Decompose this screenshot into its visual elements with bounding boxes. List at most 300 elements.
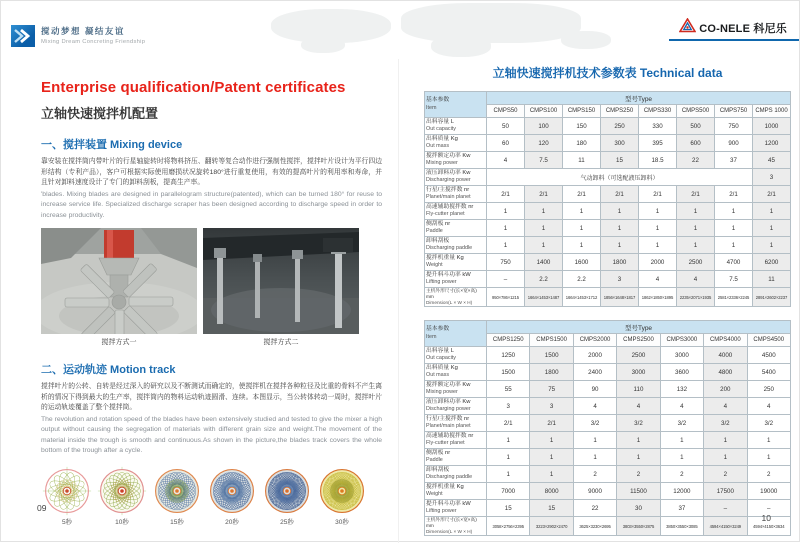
value-cell: 2.2 bbox=[525, 271, 563, 288]
value-cell: 1 bbox=[487, 432, 530, 449]
row-label-english: Discharging power bbox=[426, 177, 471, 184]
value-cell: – bbox=[487, 271, 525, 288]
value-cell: 22 bbox=[677, 152, 715, 169]
value-cell: 1 bbox=[563, 220, 601, 237]
value-cell: 7.5 bbox=[715, 271, 753, 288]
page-header bbox=[1, 1, 799, 59]
value-cell: 750 bbox=[715, 118, 753, 135]
row-label-cell bbox=[425, 449, 487, 466]
spec-row bbox=[425, 432, 791, 449]
row-label-chinese: 搅拌额定功率 Kw bbox=[426, 381, 471, 388]
model-header-cell: CMPS3000 bbox=[660, 334, 703, 347]
value-cell: 1 bbox=[677, 237, 715, 254]
row-label-cell bbox=[425, 347, 487, 364]
value-cell: 9000 bbox=[573, 483, 616, 500]
spec-row bbox=[425, 152, 791, 169]
row-label-cell bbox=[425, 364, 487, 381]
header-row-type bbox=[425, 92, 791, 105]
brand-accent-rule bbox=[669, 39, 799, 41]
spec-row bbox=[425, 398, 791, 415]
value-cell: 15 bbox=[601, 152, 639, 169]
value-cell: 2 bbox=[747, 466, 790, 483]
section2-body-chinese: 搅拌叶片的公转、自转是经过深入的研究以及不断测试而确定的，使搅拌机在搅拌各种粒径及比重的骨料不产生离析的情况下得到最大的生产率，搅拌筒内的物料运动轨迹圆滑、连续。本图显示，当公转体转动一周时，搅拌叶片的运动轨迹覆盖了整个搅拌筒。 bbox=[41, 383, 382, 412]
value-cell: 3625×3230×2695 bbox=[573, 517, 616, 536]
row-label-cell bbox=[425, 517, 487, 536]
mixing-method-photos bbox=[41, 228, 382, 347]
value-cell: 2400 bbox=[573, 364, 616, 381]
value-cell: 1 bbox=[639, 220, 677, 237]
value-cell: 8000 bbox=[530, 483, 573, 500]
value-cell: 1664×1453×1712 bbox=[563, 288, 601, 307]
value-cell: 55 bbox=[487, 381, 530, 398]
value-cell: 395 bbox=[639, 135, 677, 152]
value-cell: 1 bbox=[573, 449, 616, 466]
value-cell: 2 bbox=[617, 466, 660, 483]
item-header-english: Item bbox=[426, 104, 437, 111]
row-label-cell bbox=[425, 220, 487, 237]
model-header-cell: CMPS4000 bbox=[704, 334, 747, 347]
row-label-chinese: 出料质量 Kg bbox=[426, 364, 458, 371]
value-cell: 18.5 bbox=[639, 152, 677, 169]
spec-row bbox=[425, 288, 791, 307]
value-cell: 110 bbox=[617, 381, 660, 398]
model-header-cell: CMPS500 bbox=[677, 105, 715, 118]
value-cell: 2000 bbox=[639, 254, 677, 271]
item-header-chinese: 基本参数 bbox=[426, 326, 450, 333]
slogan-chinese: 搅动梦想 凝结友谊 bbox=[41, 26, 125, 36]
company-slogan-block bbox=[11, 25, 145, 47]
spec-row bbox=[425, 254, 791, 271]
row-label-english: Fly-cutter planet bbox=[426, 440, 465, 447]
value-cell: 1 bbox=[704, 449, 747, 466]
motion-track-diagrams bbox=[41, 466, 382, 526]
row-label-english: Weight bbox=[426, 491, 443, 498]
value-cell: 1 bbox=[704, 432, 747, 449]
section2-heading: 二、运动轨迹 Motion track bbox=[41, 364, 176, 377]
value-cell: 500 bbox=[677, 118, 715, 135]
value-cell: 900 bbox=[715, 135, 753, 152]
value-cell: 3058×2756×2395 bbox=[487, 517, 530, 536]
spec-row bbox=[425, 415, 791, 432]
value-cell: 1 bbox=[525, 203, 563, 220]
brand-logo bbox=[679, 18, 787, 38]
row-label-chinese: 主机外形尺寸(长×宽×高) mm bbox=[426, 517, 477, 529]
value-cell: 4500 bbox=[747, 347, 790, 364]
value-cell: 2.2 bbox=[563, 271, 601, 288]
section1-body-chinese: 靠安装在搅拌筒内带叶片的行星轴旋转时将物料挤压、翻转等复合动作进行强制性搅拌，搅拌叶片设计为平行四边形结构（专利产品），客户可根据实际使用磨损状况旋转180°进行重复使用，有效的提高叶片的利用率和寿命，并且针对卸料速度设计了专门的卸料刮板，提高生产率。 bbox=[41, 158, 382, 187]
value-cell: 1800 bbox=[530, 364, 573, 381]
row-label-cell bbox=[425, 152, 487, 169]
value-cell: 2 bbox=[660, 466, 703, 483]
row-label-english: Out capacity bbox=[426, 355, 456, 362]
row-label-cell bbox=[425, 186, 487, 203]
row-label-cell bbox=[425, 237, 487, 254]
value-cell: 200 bbox=[704, 381, 747, 398]
value-cell: 1 bbox=[601, 220, 639, 237]
page-number-left: 09 bbox=[37, 503, 47, 513]
technical-table-1-container bbox=[424, 91, 791, 307]
spec-row bbox=[425, 220, 791, 237]
value-cell: 75 bbox=[530, 381, 573, 398]
section1-heading: 一、搅拌装置 Mixing device bbox=[41, 139, 183, 151]
value-cell: 4 bbox=[573, 398, 616, 415]
row-label-english: Mixing power bbox=[426, 389, 458, 396]
value-cell: 6200 bbox=[753, 254, 791, 271]
item-header-english: Item bbox=[426, 333, 437, 340]
value-cell: 1862×1850×1895 bbox=[639, 288, 677, 307]
row-label-english: Fly-cutter planet bbox=[426, 211, 465, 218]
left-page bbox=[1, 59, 399, 543]
value-cell: 1 bbox=[573, 432, 616, 449]
model-header-cell: CMPS2000 bbox=[573, 334, 616, 347]
model-header-cell: CMPS150 bbox=[563, 105, 601, 118]
motion-track-item bbox=[151, 466, 203, 526]
value-cell: 250 bbox=[747, 381, 790, 398]
value-cell: 1 bbox=[677, 220, 715, 237]
value-cell: 120 bbox=[525, 135, 563, 152]
conele-triangle-icon bbox=[679, 18, 696, 38]
row-label-english: Out mass bbox=[426, 143, 450, 150]
value-cell: 1 bbox=[715, 237, 753, 254]
value-cell: 4 bbox=[660, 398, 703, 415]
row-label-english: Out capacity bbox=[426, 126, 456, 133]
value-cell: 19000 bbox=[747, 483, 790, 500]
row-label-chinese: 液压卸料功率 Kw bbox=[426, 398, 471, 405]
value-cell: 3803×3550×2875 bbox=[617, 517, 660, 536]
row-label-english: Discharging paddle bbox=[426, 474, 473, 481]
motion-track-label: 10秒 bbox=[115, 518, 129, 526]
value-cell: 1 bbox=[617, 432, 660, 449]
value-cell: 1856×1648×1817 bbox=[601, 288, 639, 307]
value-cell: 132 bbox=[660, 381, 703, 398]
section2-body-english: The revolution and rotation speed of the blades have been extensively studied and tested to give the mixer a high output without causing the segregation of materials with different grain size and weight.The movement of the material inside the trough is smooth and continuous.As shown in the picture,the blades track covers the whole bottom of the trough after a cycle. bbox=[41, 415, 382, 455]
spec-row bbox=[425, 381, 791, 398]
motion-track-diagram bbox=[262, 466, 312, 516]
row-label-chinese: 高速辅助搅拌数 nr bbox=[426, 432, 474, 439]
value-cell: 3 bbox=[753, 169, 791, 186]
value-cell: 4594×4150×3634 bbox=[747, 517, 790, 536]
value-cell: 11500 bbox=[617, 483, 660, 500]
motion-track-label: 30秒 bbox=[335, 518, 349, 526]
value-cell: 15 bbox=[487, 500, 530, 517]
row-label-chinese: 搅拌机重量 Kg bbox=[426, 254, 464, 261]
row-label-chinese: 侧刮板 nr bbox=[426, 449, 451, 456]
value-cell: 1250 bbox=[487, 347, 530, 364]
row-label-cell bbox=[425, 381, 487, 398]
value-cell: 1 bbox=[753, 203, 791, 220]
value-cell: 3000 bbox=[660, 347, 703, 364]
value-cell: 12000 bbox=[660, 483, 703, 500]
value-cell: 3/2 bbox=[747, 415, 790, 432]
photo-mixing-method-2 bbox=[203, 228, 359, 334]
row-label-chinese: 行星/主搅拌数 nr bbox=[426, 186, 470, 193]
model-header-cell: CMPS50 bbox=[487, 105, 525, 118]
row-label-english: Paddle bbox=[426, 228, 443, 235]
value-cell: 37 bbox=[660, 500, 703, 517]
value-cell: 1200 bbox=[753, 135, 791, 152]
row-label-cell bbox=[425, 432, 487, 449]
model-header-cell: CMPS1500 bbox=[530, 334, 573, 347]
row-label-cell bbox=[425, 483, 487, 500]
value-cell: 100 bbox=[525, 118, 563, 135]
value-cell: 2235×2071×1935 bbox=[677, 288, 715, 307]
section1-body-english: 'blades. Mixing blades are designed in parallelogram structure(patented), which can be turned 180° for reuse to increase service life. Specialized discharge scraper has been designed according to discharge speed in order to increase productivity. bbox=[41, 190, 382, 219]
model-header-cell: CMPS250 bbox=[601, 105, 639, 118]
motion-track-item bbox=[261, 466, 313, 526]
row-label-cell bbox=[425, 203, 487, 220]
motion-track-diagram bbox=[97, 466, 147, 516]
value-cell: 4 bbox=[704, 398, 747, 415]
model-header-cell: CMPS2500 bbox=[617, 334, 660, 347]
right-page bbox=[399, 59, 799, 543]
value-cell: 15 bbox=[530, 500, 573, 517]
technical-table-2-container bbox=[424, 320, 791, 536]
value-cell: 1 bbox=[601, 237, 639, 254]
photo-mixing-method-1 bbox=[41, 228, 197, 334]
model-header-cell: CMPS1250 bbox=[487, 334, 530, 347]
motion-track-label: 5秒 bbox=[61, 518, 73, 526]
photo-figure-2 bbox=[203, 228, 359, 347]
value-cell: 1 bbox=[563, 203, 601, 220]
value-cell: 3600 bbox=[660, 364, 703, 381]
item-header-chinese: 基本参数 bbox=[426, 97, 450, 104]
value-cell: 1500 bbox=[487, 364, 530, 381]
value-cell: 3 bbox=[601, 271, 639, 288]
row-label-chinese: 高速辅助搅拌数 nr bbox=[426, 203, 474, 210]
value-cell: – bbox=[704, 500, 747, 517]
value-cell: 1 bbox=[487, 203, 525, 220]
value-cell: 1500 bbox=[530, 347, 573, 364]
value-cell: 2 bbox=[573, 466, 616, 483]
arrow-logo-icon bbox=[11, 25, 35, 47]
motion-track-label: 25秒 bbox=[280, 518, 294, 526]
motion-track-item bbox=[206, 466, 258, 526]
value-cell: 4 bbox=[747, 398, 790, 415]
row-label-english: Out mass bbox=[426, 372, 450, 379]
spec-row bbox=[425, 449, 791, 466]
value-cell: 1 bbox=[487, 220, 525, 237]
row-label-english: Mixing power bbox=[426, 160, 458, 167]
motion-track-diagram bbox=[207, 466, 257, 516]
row-label-chinese: 液压卸料功率 Kw bbox=[426, 169, 471, 176]
value-cell: 37 bbox=[715, 152, 753, 169]
row-label-chinese: 提升料斗功率 kW bbox=[426, 500, 471, 507]
row-label-chinese: 提升料斗功率 kW bbox=[426, 271, 471, 278]
value-cell: 2/1 bbox=[487, 186, 525, 203]
row-label-chinese: 侧刮板 nr bbox=[426, 220, 451, 227]
value-cell: 2/1 bbox=[715, 186, 753, 203]
value-cell: 4 bbox=[677, 271, 715, 288]
value-cell: 300 bbox=[601, 135, 639, 152]
motion-track-item bbox=[41, 466, 93, 526]
spec-row bbox=[425, 347, 791, 364]
value-cell: 2500 bbox=[677, 254, 715, 271]
value-cell: 17500 bbox=[704, 483, 747, 500]
page-title-english: Enterprise qualification/Patent certificates bbox=[41, 79, 346, 96]
row-label-chinese: 出料质量 Kg bbox=[426, 135, 458, 142]
spec-row bbox=[425, 186, 791, 203]
spec-row bbox=[425, 483, 791, 500]
spec-row bbox=[425, 500, 791, 517]
value-cell: 2/1 bbox=[563, 186, 601, 203]
value-cell: 30 bbox=[617, 500, 660, 517]
value-cell: 50 bbox=[487, 118, 525, 135]
row-label-english: Lifting power bbox=[426, 279, 457, 286]
row-label-english: Dimension(L × W × H) bbox=[426, 529, 473, 535]
value-cell: 4594×4150×3249 bbox=[704, 517, 747, 536]
spec-row bbox=[425, 237, 791, 254]
value-cell: 1 bbox=[715, 220, 753, 237]
row-label-cell bbox=[425, 415, 487, 432]
value-cell: 3850×3550×3085 bbox=[660, 517, 703, 536]
row-label-english: Lifting power bbox=[426, 508, 457, 515]
value-cell: 1 bbox=[753, 237, 791, 254]
value-cell: 1664×1453×1487 bbox=[525, 288, 563, 307]
value-cell: 2581×2336×2245 bbox=[715, 288, 753, 307]
value-cell: 5400 bbox=[747, 364, 790, 381]
value-cell: 750 bbox=[487, 254, 525, 271]
technical-spec-table-1 bbox=[424, 91, 791, 307]
photo-figure-1 bbox=[41, 228, 197, 347]
model-header-cell: CMPS330 bbox=[639, 105, 677, 118]
value-cell: 11 bbox=[753, 271, 791, 288]
motion-track-diagram bbox=[317, 466, 367, 516]
value-cell: 2/1 bbox=[525, 186, 563, 203]
value-cell: 1 bbox=[660, 432, 703, 449]
value-cell: 4 bbox=[617, 398, 660, 415]
value-cell: 330 bbox=[639, 118, 677, 135]
technical-data-title: 立轴快速搅拌机技术参数表 Technical data bbox=[492, 66, 723, 80]
value-cell: 4 bbox=[487, 152, 525, 169]
value-cell: – bbox=[747, 500, 790, 517]
row-label-english: Planet/main planet bbox=[426, 194, 471, 201]
motion-track-diagram bbox=[152, 466, 202, 516]
row-label-cell bbox=[425, 398, 487, 415]
row-label-chinese: 搅拌额定功率 Kw bbox=[426, 152, 471, 159]
model-header-cell: CMPS4500 bbox=[747, 334, 790, 347]
row-label-chinese: 搅拌机重量 Kg bbox=[426, 483, 464, 490]
slogan-english: Mixing Dream Concreting Friendship bbox=[41, 39, 146, 45]
row-label-cell bbox=[425, 169, 487, 186]
row-label-cell bbox=[425, 118, 487, 135]
row-label-cell bbox=[425, 254, 487, 271]
value-cell: 22 bbox=[573, 500, 616, 517]
model-header-cell: CMPS 1000 bbox=[753, 105, 791, 118]
value-cell: 90 bbox=[573, 381, 616, 398]
value-cell: 1 bbox=[530, 466, 573, 483]
value-cell: 1 bbox=[753, 220, 791, 237]
motion-track-diagram bbox=[42, 466, 92, 516]
value-cell: 1 bbox=[530, 449, 573, 466]
value-cell: 1 bbox=[660, 449, 703, 466]
value-cell: 1000 bbox=[753, 118, 791, 135]
value-cell: 2/1 bbox=[601, 186, 639, 203]
value-cell: 1 bbox=[639, 203, 677, 220]
row-label-english: Discharging paddle bbox=[426, 245, 473, 252]
row-label-cell bbox=[425, 271, 487, 288]
value-cell: 3 bbox=[530, 398, 573, 415]
value-cell: 1 bbox=[617, 449, 660, 466]
value-cell: 4000 bbox=[704, 347, 747, 364]
row-label-english: Weight bbox=[426, 262, 443, 269]
value-cell: 150 bbox=[563, 118, 601, 135]
spec-row bbox=[425, 364, 791, 381]
spec-row bbox=[425, 135, 791, 152]
motion-track-label: 15秒 bbox=[170, 518, 184, 526]
item-header-cell bbox=[425, 321, 487, 347]
value-cell: 950×786×1215 bbox=[487, 288, 525, 307]
motion-track-label: 20秒 bbox=[225, 518, 239, 526]
value-cell: 11 bbox=[563, 152, 601, 169]
value-cell: 4 bbox=[639, 271, 677, 288]
value-cell: 3/2 bbox=[704, 415, 747, 432]
value-cell: 1 bbox=[677, 203, 715, 220]
technical-spec-table-2 bbox=[424, 320, 791, 536]
value-cell: 2000 bbox=[573, 347, 616, 364]
model-header-cell: CMPS750 bbox=[715, 105, 753, 118]
value-cell: 3/2 bbox=[660, 415, 703, 432]
value-cell: 2/1 bbox=[753, 186, 791, 203]
spec-row bbox=[425, 203, 791, 220]
row-label-chinese: 出料容量 L bbox=[426, 118, 455, 125]
value-cell: 3223×2902×2470 bbox=[530, 517, 573, 536]
value-cell: 4700 bbox=[715, 254, 753, 271]
value-cell: 2/1 bbox=[639, 186, 677, 203]
spec-row bbox=[425, 118, 791, 135]
row-label-english: Paddle bbox=[426, 457, 443, 464]
row-label-english: Planet/main planet bbox=[426, 423, 471, 430]
value-cell: 7.5 bbox=[525, 152, 563, 169]
value-cell: 1 bbox=[715, 203, 753, 220]
value-cell: 1600 bbox=[563, 254, 601, 271]
row-label-cell bbox=[425, 500, 487, 517]
value-cell: 1 bbox=[747, 449, 790, 466]
row-label-english: Dimension(L × W × H) bbox=[426, 300, 473, 306]
page-title-chinese: 立轴快速搅拌机配置 bbox=[41, 106, 159, 121]
row-label-chinese: 卸料刮板 bbox=[426, 466, 450, 473]
type-header-cell: 型号Type bbox=[487, 321, 791, 334]
value-cell: 1 bbox=[487, 237, 525, 254]
value-cell: 1 bbox=[525, 237, 563, 254]
value-cell: 1 bbox=[530, 432, 573, 449]
row-label-cell bbox=[425, 135, 487, 152]
row-label-chinese: 出料容量 L bbox=[426, 347, 455, 354]
row-label-cell bbox=[425, 466, 487, 483]
spec-row bbox=[425, 271, 791, 288]
value-cell: 1 bbox=[525, 220, 563, 237]
row-label-chinese: 主机外形尺寸(长×宽×高) mm bbox=[426, 288, 477, 300]
motion-track-item bbox=[96, 466, 148, 526]
value-cell: 1 bbox=[747, 432, 790, 449]
value-cell: 1 bbox=[487, 466, 530, 483]
value-cell: 2500 bbox=[617, 347, 660, 364]
photo1-caption: 搅拌方式一 bbox=[101, 339, 137, 347]
merged-value-cell: 气动卸料（可选配液压卸料） bbox=[487, 169, 753, 186]
value-cell: 2 bbox=[704, 466, 747, 483]
page-number-right: 10 bbox=[761, 513, 771, 523]
spec-row bbox=[425, 466, 791, 483]
value-cell: 3 bbox=[487, 398, 530, 415]
spread-body bbox=[1, 59, 799, 543]
value-cell: 2/1 bbox=[677, 186, 715, 203]
value-cell: 1400 bbox=[525, 254, 563, 271]
value-cell: 45 bbox=[753, 152, 791, 169]
header-row-type bbox=[425, 321, 791, 334]
model-header-cell: CMPS100 bbox=[525, 105, 563, 118]
value-cell: 2/1 bbox=[487, 415, 530, 432]
value-cell: 1 bbox=[487, 449, 530, 466]
value-cell: 1 bbox=[601, 203, 639, 220]
